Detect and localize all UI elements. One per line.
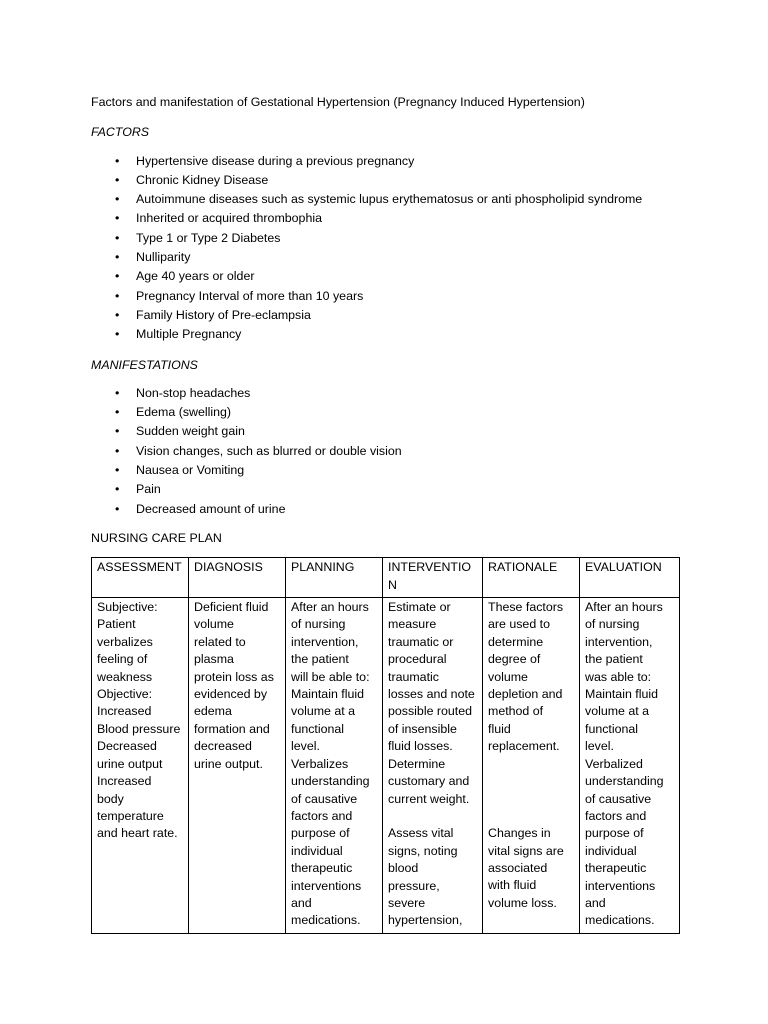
cell-spacer — [488, 790, 575, 807]
list-item — [91, 306, 681, 325]
cell-text-line: severe — [388, 895, 426, 910]
cell-text-line: and — [291, 895, 312, 910]
bullet-icon: • — [115, 269, 120, 284]
table-cell — [483, 598, 580, 934]
cell-spacer — [388, 808, 478, 825]
bullet-icon: • — [115, 153, 120, 168]
list-item-text: Autoimmune diseases such as systemic lupus erythematosus or anti phospholipid syndrome — [136, 192, 643, 207]
list-item — [91, 171, 681, 190]
bullet-icon: • — [115, 482, 120, 497]
cell-text-line: associated — [488, 861, 548, 876]
cell-text-line: Estimate or — [388, 600, 451, 615]
cell-text-line: edema — [194, 704, 232, 719]
cell-text-line: and heart rate. — [97, 826, 178, 841]
bullet-icon: • — [115, 405, 120, 420]
list-item-text: Vision changes, such as blurred or double vision — [136, 443, 402, 458]
cell-text-line: formation and — [194, 721, 270, 736]
list-item-text: Age 40 years or older — [136, 269, 255, 284]
list-item — [91, 442, 681, 461]
cell-text-line: Decreased — [97, 739, 157, 754]
cell-text-line: decreased — [194, 739, 252, 754]
cell-text-line: losses and note — [388, 687, 475, 702]
list-item — [91, 403, 681, 422]
list-item — [91, 287, 681, 306]
list-item-text: Non-stop headaches — [136, 385, 251, 400]
manifestations-list — [91, 384, 681, 519]
table-column-header — [189, 558, 286, 598]
cell-text-line: Patient — [97, 617, 136, 632]
cell-text-line: temperature — [97, 808, 164, 823]
list-item-text: Hypertensive disease during a previous pregnancy — [136, 153, 415, 168]
cell-spacer — [488, 808, 575, 825]
list-item — [91, 152, 681, 171]
table-column-header — [483, 558, 580, 598]
cell-text-line: method of — [488, 704, 544, 719]
header-text: INTERVENTIO — [388, 560, 472, 575]
bullet-icon: • — [115, 463, 120, 478]
cell-text-line: functional — [291, 721, 345, 736]
cell-text-line: volume — [488, 669, 528, 684]
cell-text-line: fluid — [488, 721, 511, 736]
list-item — [91, 190, 681, 209]
cell-text-line: volume at a — [585, 704, 650, 719]
cell-text-line: urine output. — [194, 756, 263, 771]
list-item — [91, 461, 681, 480]
list-item-text: Pain — [136, 482, 161, 497]
cell-text-line: with fluid — [488, 878, 537, 893]
cell-text-line: the patient — [585, 652, 643, 667]
cell-text-line: medications. — [291, 913, 361, 928]
cell-text-line: depletion and — [488, 687, 563, 702]
bullet-icon: • — [115, 288, 120, 303]
cell-text-line: Assess vital — [388, 826, 454, 841]
list-item-text: Multiple Pregnancy — [136, 327, 242, 342]
document-page — [91, 93, 681, 934]
bullet-icon: • — [115, 327, 120, 342]
care-plan-heading: NURSING CARE PLAN — [91, 530, 222, 545]
cell-text-line: volume loss. — [488, 895, 557, 910]
cell-text-line: of insensible — [388, 721, 457, 736]
cell-text-line: hypertension, — [388, 913, 463, 928]
factors-heading: FACTORS — [91, 125, 150, 140]
cell-text-line: was able to: — [585, 669, 652, 684]
bullet-icon: • — [115, 230, 120, 245]
document-title: Factors and manifestation of Gestational Hypertension (Pregnancy Induced Hypertension) — [91, 95, 585, 109]
cell-text-line: Increased — [97, 774, 152, 789]
cell-text-line: understanding — [291, 774, 370, 789]
cell-text-line: protein loss as — [194, 669, 274, 684]
table-column-header — [580, 558, 680, 598]
cell-spacer — [488, 756, 575, 773]
header-text: DIAGNOSIS — [194, 560, 263, 575]
list-item — [91, 325, 681, 344]
table-cell — [286, 598, 383, 934]
header-text: RATIONALE — [488, 560, 558, 575]
cell-text-line: individual — [585, 843, 637, 858]
list-item — [91, 422, 681, 441]
cell-text-line: weakness — [97, 669, 153, 684]
header-text: N — [388, 577, 397, 592]
list-item-text: Nulliparity — [136, 250, 191, 265]
list-item-text: Chronic Kidney Disease — [136, 172, 269, 187]
cell-text-line: functional — [585, 721, 639, 736]
cell-text-line: Determine — [388, 756, 446, 771]
table-cell — [189, 598, 286, 934]
cell-text-line: volume at a — [291, 704, 356, 719]
table-column-header — [92, 558, 189, 598]
table-row — [92, 598, 680, 934]
cell-text-line: of nursing — [585, 617, 640, 632]
cell-text-line: Deficient fluid — [194, 600, 269, 615]
cell-text-line: of causative — [291, 791, 358, 806]
table-cell — [92, 598, 189, 934]
list-item-text: Pregnancy Interval of more than 10 years — [136, 288, 364, 303]
cell-text-line: urine output — [97, 756, 163, 771]
cell-text-line: possible routed — [388, 704, 473, 719]
list-item — [91, 229, 681, 248]
cell-text-line: therapeutic — [585, 861, 647, 876]
cell-text-line: customary and — [388, 774, 470, 789]
list-item-text: Sudden weight gain — [136, 424, 245, 439]
list-item-text: Family History of Pre-eclampsia — [136, 307, 311, 322]
table-cell — [580, 598, 680, 934]
bullet-icon: • — [115, 443, 120, 458]
cell-text-line: determine — [488, 634, 544, 649]
cell-text-line: current weight. — [388, 791, 470, 806]
bullet-icon: • — [115, 501, 120, 516]
factors-list — [91, 152, 681, 345]
cell-text-line: purpose of — [585, 826, 644, 841]
cell-text-line: procedural — [388, 652, 447, 667]
list-item-text: Inherited or acquired thrombophia — [136, 211, 322, 226]
cell-text-line: Subjective: — [97, 600, 158, 615]
cell-text-line: replacement. — [488, 739, 560, 754]
cell-text-line: and — [585, 895, 606, 910]
cell-text-line: volume — [194, 617, 234, 632]
cell-text-line: Verbalized — [585, 756, 643, 771]
cell-text-line: Maintain fluid — [585, 687, 659, 702]
cell-text-line: plasma — [194, 652, 234, 667]
cell-text-line: purpose of — [291, 826, 350, 841]
cell-text-line: body — [97, 791, 124, 806]
cell-text-line: level. — [585, 739, 614, 754]
header-text: EVALUATION — [585, 560, 662, 575]
list-item — [91, 267, 681, 286]
list-item — [91, 500, 681, 519]
list-item — [91, 209, 681, 228]
cell-text-line: pressure, — [388, 878, 440, 893]
list-item-text: Nausea or Vomiting — [136, 463, 245, 478]
cell-text-line: factors and — [291, 808, 353, 823]
cell-text-line: After an hours — [585, 600, 663, 615]
cell-text-line: intervention, — [585, 634, 653, 649]
cell-text-line: Blood pressure — [97, 721, 181, 736]
cell-text-line: interventions — [291, 878, 362, 893]
bullet-icon: • — [115, 385, 120, 400]
bullet-icon: • — [115, 250, 120, 265]
cell-text-line: related to — [194, 634, 246, 649]
cell-text-line: Changes in — [488, 826, 551, 841]
cell-text-line: degree of — [488, 652, 541, 667]
cell-text-line: vital signs are — [488, 843, 564, 858]
cell-text-line: After an hours — [291, 600, 369, 615]
cell-text-line: measure — [388, 617, 437, 632]
cell-text-line: the patient — [291, 652, 349, 667]
cell-text-line: of causative — [585, 791, 652, 806]
cell-spacer — [488, 773, 575, 790]
list-item — [91, 480, 681, 499]
cell-text-line: Increased — [97, 704, 152, 719]
bullet-icon: • — [115, 211, 120, 226]
cell-text-line: signs, noting — [388, 843, 458, 858]
cell-text-line: interventions — [585, 878, 656, 893]
cell-text-line: are used to — [488, 617, 550, 632]
nursing-care-plan-table — [91, 557, 680, 934]
cell-text-line: evidenced by — [194, 687, 268, 702]
bullet-icon: • — [115, 192, 120, 207]
table-header-row — [92, 558, 680, 598]
cell-text-line: intervention, — [291, 634, 359, 649]
cell-text-line: Maintain fluid — [291, 687, 365, 702]
cell-text-line: feeling of — [97, 652, 148, 667]
header-text: PLANNING — [291, 560, 355, 575]
cell-text-line: Verbalizes — [291, 756, 349, 771]
bullet-icon: • — [115, 424, 120, 439]
cell-text-line: level. — [291, 739, 320, 754]
list-item-text: Edema (swelling) — [136, 405, 232, 420]
cell-text-line: individual — [291, 843, 343, 858]
cell-text-line: verbalizes — [97, 634, 153, 649]
cell-text-line: Objective: — [97, 687, 153, 702]
list-item — [91, 248, 681, 267]
cell-text-line: traumatic — [388, 669, 439, 684]
manifestations-heading: MANIFESTATIONS — [91, 357, 198, 372]
table-cell — [383, 598, 483, 934]
cell-text-line: medications. — [585, 913, 655, 928]
cell-text-line: fluid losses. — [388, 739, 453, 754]
cell-text-line: blood — [388, 861, 419, 876]
cell-text-line: These factors — [488, 600, 564, 615]
bullet-icon: • — [115, 172, 120, 187]
header-text: ASSESSMENT — [97, 560, 182, 575]
cell-text-line: factors and — [585, 808, 647, 823]
cell-text-line: will be able to: — [291, 669, 370, 684]
table-column-header — [286, 558, 383, 598]
list-item-text: Decreased amount of urine — [136, 501, 286, 516]
list-item-text: Type 1 or Type 2 Diabetes — [136, 230, 281, 245]
cell-text-line: therapeutic — [291, 861, 353, 876]
table-column-header — [383, 558, 483, 598]
cell-text-line: understanding — [585, 774, 664, 789]
bullet-icon: • — [115, 307, 120, 322]
cell-text-line: traumatic or — [388, 634, 454, 649]
list-item — [91, 384, 681, 403]
cell-text-line: of nursing — [291, 617, 346, 632]
